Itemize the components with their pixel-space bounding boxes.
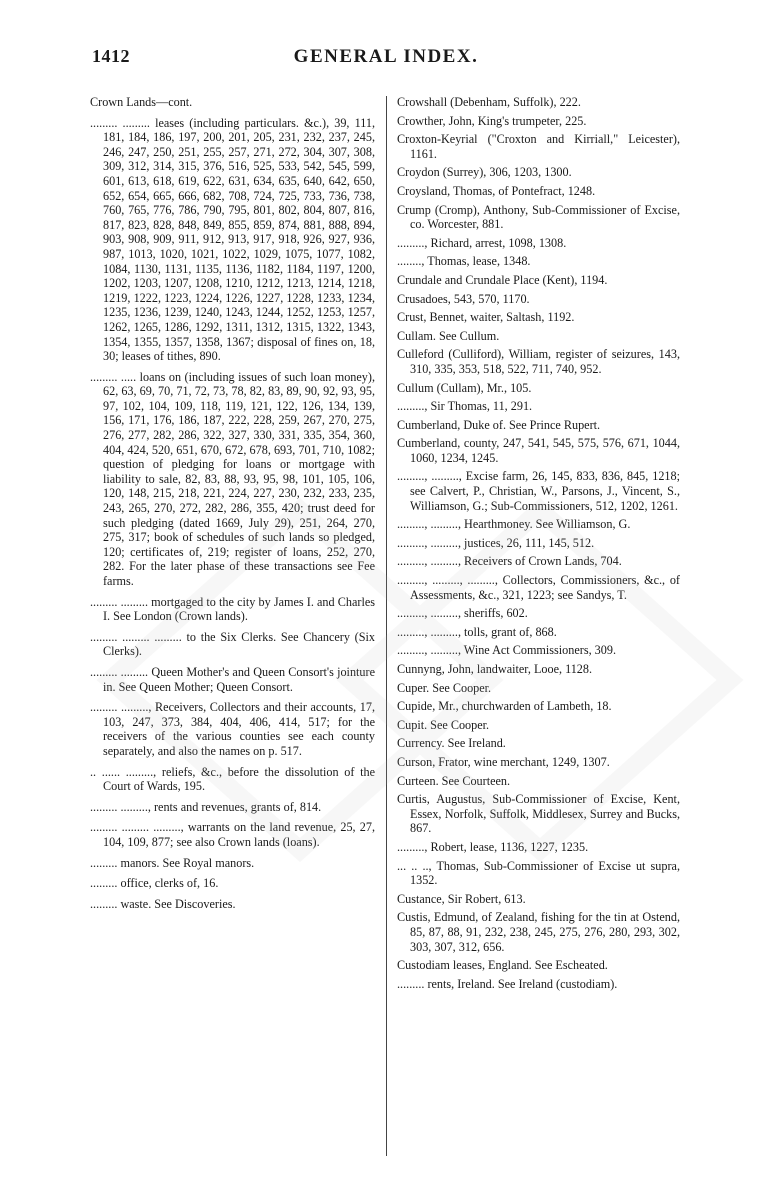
index-entry: Curteen. See Courteen. <box>397 773 511 788</box>
running-title: GENERAL INDEX. <box>293 46 479 67</box>
page-number: 1412 <box>92 46 130 66</box>
index-entry: Croxton-Keyrial ("Croxton and Kirriall," Leicester), 1161. <box>397 132 680 161</box>
index-entry: ......... rents, Ireland. See Ireland (custodiam). <box>397 976 618 991</box>
index-entry: ......... ......... mortgaged to the city by James I. and Charles I. See London (Crown lands). <box>90 594 375 624</box>
index-entry: Crusadoes, 543, 570, 1170. <box>397 291 530 306</box>
page-header <box>92 46 680 72</box>
index-entry: ......... waste. See Discoveries. <box>90 896 236 911</box>
index-entry: ........., Robert, lease, 1136, 1227, 1235. <box>397 839 589 854</box>
index-entry: Crowther, John, King's trumpeter, 225. <box>397 113 587 128</box>
index-entry: ........., ........., ........., Collectors, Commissioners, &c., of Assessments, &c., 321, 1223; see Sandys, T. <box>397 573 680 602</box>
index-entry: ........., ........., Receivers of Crown Lands, 704. <box>397 554 622 569</box>
right-column <box>397 95 680 995</box>
index-entry: ......... ..... loans on (including issues of such loan money), 62, 63, 69, 70, 71, 72, 73, 78, 82, 83, 89, 90, 92, 93, 95, 97, 102, 104, 109, 118, 119, 121, 122, 126, 134, 139, 156, 171, 176, 186, 187, 222, 228, 259, 267, 270, 275, 276, 277, 282, 286, 322, 327, 330, 331, 335, 354, 360, 404, 424, 520, 651, 670, 672, 678, 693, 701, 710, 1082; question of pledging for loans or mortgage with liability to sale, 82, 83, 88, 93, 95, 98, 101, 105, 106, 120, 148, 215, 218, 221, 224, 227, 230, 232, 233, 235, 243, 265, 270, 272, 282, 286, 355, 420; trust deed for such pledging (dated 1669, July 29), 251, 264, 270, 275, 317; book of schedules of such lands so pledged, 120; certificates of, 219; register of loans, 252, 270, 282. For the later phase of these transactions see Fee farms. <box>90 369 375 588</box>
index-entry: ......... ......... Queen Mother's and Queen Consort's jointure in. See Queen Mother; Queen Consort. <box>90 664 375 694</box>
index-entry: Croydon (Surrey), 306, 1203, 1300. <box>397 165 572 180</box>
index-entry: Custis, Edmund, of Zealand, fishing for the tin at Ostend, 85, 87, 88, 91, 232, 238, 245, 275, 276, 280, 293, 302, 303, 307, 312, 656. <box>397 910 680 954</box>
index-entry: Culleford (Culliford), William, register of seizures, 143, 310, 335, 353, 518, 522, 711, 740, 952. <box>397 347 680 376</box>
index-entry: ........., ........., Hearthmoney. See Williamson, G. <box>397 517 631 532</box>
index-entry: Crundale and Crundale Place (Kent), 1194. <box>397 272 608 287</box>
index-entry: Custance, Sir Robert, 613. <box>397 891 526 906</box>
index-entry: Cullam. See Cullum. <box>397 328 500 343</box>
index-entry: ......... office, clerks of, 16. <box>90 876 219 891</box>
index-entry: ......... ........., rents and revenues, grants of, 814. <box>90 799 322 814</box>
index-entry: Cupide, Mr., churchwarden of Lambeth, 18. <box>397 699 612 714</box>
index-entry: ........., Richard, arrest, 1098, 1308. <box>397 235 567 250</box>
index-entry: ......... ......... leases (including particulars. &c.), 39, 111, 181, 184, 186, 197, 200, 201, 205, 231, 232, 237, 245, 246, 247, 250, 251, 255, 257, 271, 272, 304, 307, 308, 309, 312, 314, 315, 376, 516, 525, 533, 542, 545, 599, 601, 613, 618, 619, 622, 631, 634, 635, 640, 642, 650, 652, 654, 665, 666, 682, 708, 724, 725, 733, 736, 738, 760, 765, 776, 786, 790, 795, 801, 802, 804, 807, 816, 817, 823, 828, 848, 849, 855, 859, 874, 881, 888, 894, 903, 908, 909, 911, 912, 913, 917, 918, 926, 927, 936, 987, 1013, 1020, 1021, 1022, 1029, 1075, 1077, 1082, 1084, 1130, 1131, 1135, 1136, 1182, 1184, 1197, 1200, 1202, 1203, 1207, 1208, 1210, 1212, 1213, 1214, 1218, 1219, 1222, 1223, 1224, 1226, 1227, 1228, 1233, 1234, 1235, 1236, 1239, 1240, 1243, 1244, 1252, 1253, 1257, 1262, 1265, 1286, 1292, 1311, 1312, 1315, 1322, 1343, 1354, 1355, 1357, 1358, 1367; disposal of fines on, 18, 30; leases of tithes, 890. <box>90 115 375 364</box>
index-entry: Custodiam leases, England. See Escheated. <box>397 958 608 973</box>
index-entry: Cumberland, county, 247, 541, 545, 575, 576, 671, 1044, 1060, 1234, 1245. <box>397 436 680 465</box>
index-entry: Crust, Bennet, waiter, Saltash, 1192. <box>397 310 575 325</box>
left-column <box>90 95 375 917</box>
index-entry: Crowshall (Debenham, Suffolk), 222. <box>397 95 581 109</box>
index-entry: ........., ........., sheriffs, 602. <box>397 606 528 621</box>
index-entry: Curson, Frator, wine merchant, 1249, 1307. <box>397 754 610 769</box>
index-entry: ........., Sir Thomas, 11, 291. <box>397 399 533 414</box>
index-entry: Crump (Cromp), Anthony, Sub-Commissioner of Excise, co. Worcester, 881. <box>397 202 680 232</box>
index-entry: ........., ........., Wine Act Commissioners, 309. <box>397 643 616 658</box>
index-entry: Croysland, Thomas, of Pontefract, 1248. <box>397 183 596 198</box>
index-entry: Cuper. See Cooper. <box>397 680 492 695</box>
column-divider <box>386 96 387 1156</box>
index-entry: Currency. See Ireland. <box>397 736 506 751</box>
index-entry: .. ...... ........., reliefs, &c., before the dissolution of the Court of Wards, 195. <box>90 764 375 794</box>
index-entry: ......... ......... ......... to the Six Clerks. See Chancery (Six Clerks). <box>90 629 375 659</box>
index-entry: Cupit. See Cooper. <box>397 717 490 732</box>
index-entry: Cunnyng, John, landwaiter, Looe, 1128. <box>397 662 593 676</box>
index-entry: ... .. .., Thomas, Sub-Commissioner of Excise ut supra, 1352. <box>397 858 680 888</box>
index-entry: Cumberland, Duke of. See Prince Rupert. <box>397 417 601 432</box>
index-entry: ......... ........., Receivers, Collectors and their accounts, 17, 103, 247, 373, 384, 404, 406, 414, 517; for the receivers of the various counties see each county separately, and also the names on p. 517. <box>90 700 375 758</box>
index-entry: Curtis, Augustus, Sub-Commissioner of Excise, Kent, Essex, Norfolk, Suffolk, Middlesex, Surrey and Bucks, 867. <box>397 792 680 836</box>
index-entry: ......... ......... ........., warrants on the land revenue, 25, 27, 104, 109, 877; see also Crown lands (loans). <box>90 820 375 849</box>
index-entry: Cullum (Cullam), Mr., 105. <box>397 380 532 395</box>
index-entry: ........., ........., Excise farm, 26, 145, 833, 836, 845, 1218; see Calvert, P., Christian, W., Parsons, J., Vincent, S., Williamson, G.; Sub-Commissioners, 512, 1202, 1261. <box>397 469 680 513</box>
index-entry: Crown Lands—cont. <box>90 95 193 109</box>
index-entry: ........, Thomas, lease, 1348. <box>397 254 531 269</box>
index-entry: ........., ........., justices, 26, 111, 145, 512. <box>397 535 595 550</box>
index-entry: ........., ........., tolls, grant of, 868. <box>397 624 557 639</box>
index-entry: ......... manors. See Royal manors. <box>90 855 255 870</box>
